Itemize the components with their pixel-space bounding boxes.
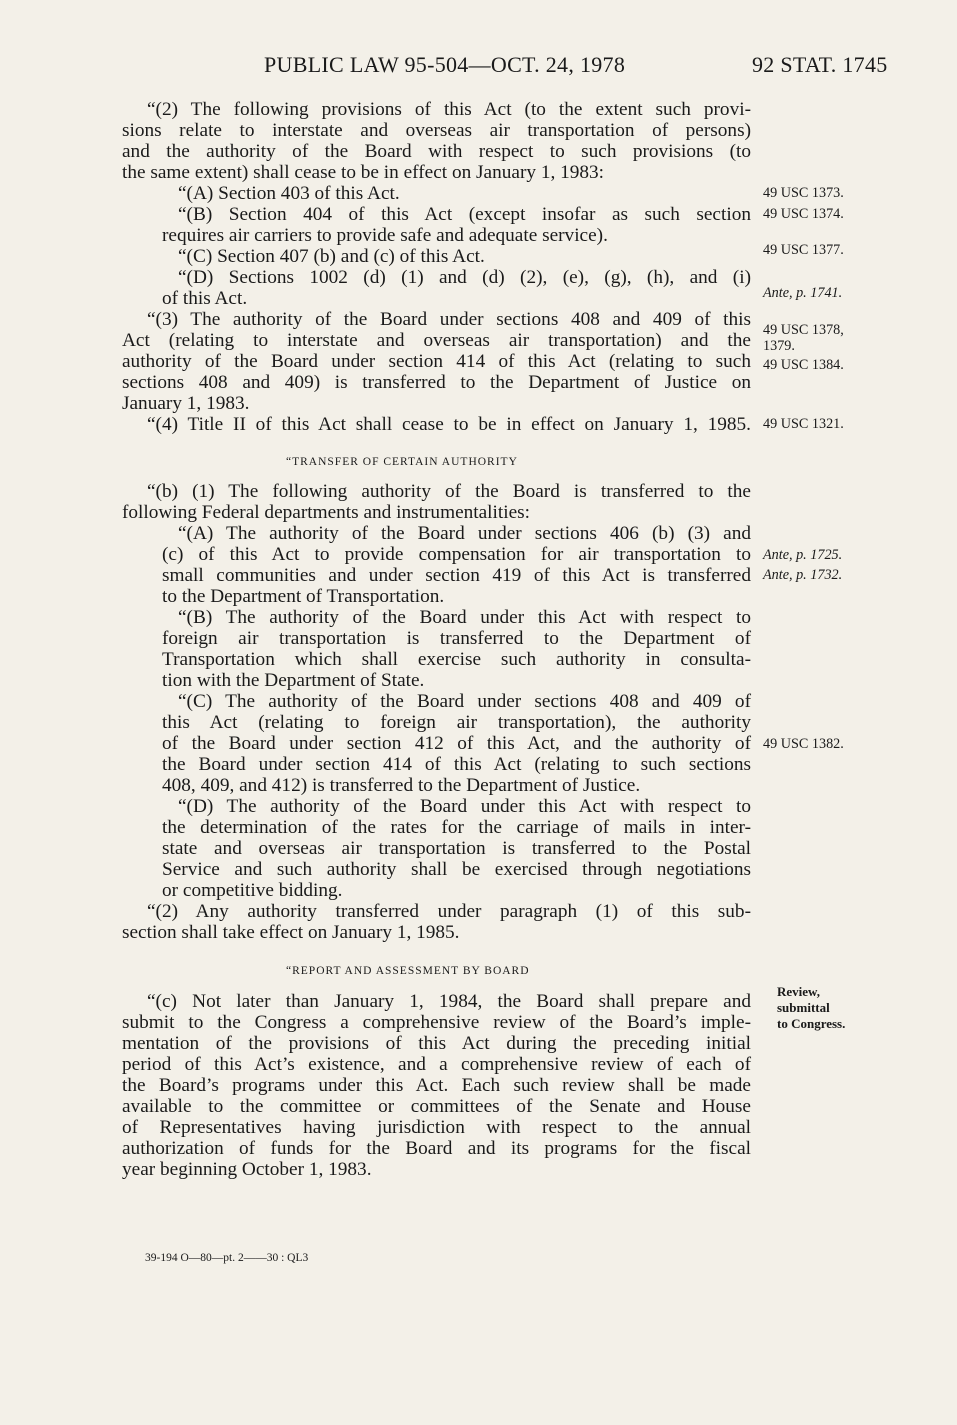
text-line: following Federal departments and instrumentalities: [122,502,531,523]
text-line: mentation of the provisions of this Act during the preceding initial [122,1033,751,1054]
margin-note: 49 USC 1321. [763,416,844,432]
text-line: 408, 409, and 412) is transferred to the Department of Justice. [162,775,641,796]
text-line: this Act (relating to foreign air transportation), the authority [162,712,751,733]
text-line: “(A) Section 403 of this Act. [178,183,400,204]
text-line: state and overseas air transportation is transferred to the Postal [162,838,751,859]
text-line: “(C) Section 407 (b) and (c) of this Act. [178,246,485,267]
text-line: “(B) The authority of the Board under this Act with respect to [178,607,751,628]
margin-note: 49 USC 1374. [763,206,844,222]
text-line: the determination of the rates for the carriage of mails in inter- [162,817,751,838]
text-line: of this Act. [162,288,248,309]
text-line: “(2) The following provisions of this Act (to the extent such provi- [147,99,751,120]
text-line: requires air carriers to provide safe and adequate service). [162,225,608,246]
text-line: period of this Act’s existence, and a comprehensive review of each of [122,1054,751,1075]
text-line: “(2) Any authority transferred under paragraph (1) of this sub- [147,901,751,922]
margin-note: submittal [777,1000,830,1015]
running-header-title: PUBLIC LAW 95-504—OCT. 24, 1978 [264,52,626,77]
text-line: Transportation which shall exercise such authority in consulta- [162,649,751,670]
text-line: tion with the Department of State. [162,670,425,691]
margin-note: 49 USC 1377. [763,242,844,258]
running-header-stat: 92 STAT. 1745 [752,52,888,77]
margin-note: 49 USC 1373. [763,185,844,201]
text-line: the same extent) shall cease to be in effect on January 1, 1983: [122,162,605,183]
text-line: “(C) The authority of the Board under sections 408 and 409 of [178,691,751,712]
text-line: (c) of this Act to provide compensation for air transportation to [162,544,751,565]
section-heading: “REPORT AND ASSESSMENT BY BOARD [286,965,530,977]
text-line: “(3) The authority of the Board under sections 408 and 409 of this [147,309,751,330]
margin-note: Review, [777,984,820,999]
text-line: “(b) (1) The following authority of the Board is transferred to the [147,481,751,502]
printer-code: 39-194 O—80—pt. 2——30 : QL3 [145,1252,309,1264]
text-line: “(A) The authority of the Board under sections 406 (b) (3) and [178,523,751,544]
margin-note: to Congress. [777,1016,846,1031]
margin-note: 49 USC 1378, [763,322,844,338]
text-line: “(D) Sections 1002 (d) (1) and (d) (2), (e), (g), (h), and (i) [178,267,751,288]
text-line: or competitive bidding. [162,880,343,901]
text-line: and the authority of the Board with respect to such provisions (to [122,141,751,162]
text-line: Act (relating to interstate and overseas air transportation) and the [122,330,751,351]
text-line: the Board under section 414 of this Act (relating to such sections [162,754,751,775]
text-line: small communities and under section 419 of this Act is transferred [162,565,751,586]
text-line: “(4) Title II of this Act shall cease to be in effect on January 1, 1985. [147,414,751,435]
text-line: sions relate to interstate and overseas air transportation of persons) [122,120,751,141]
text-line: Service and such authority shall be exercised through negotiations [162,859,751,880]
text-line: sections 408 and 409) is transferred to the Department of Justice on [122,372,751,393]
margin-note: 49 USC 1384. [763,357,844,373]
text-line: to the Department of Transportation. [162,586,445,607]
section-heading: “TRANSFER OF CERTAIN AUTHORITY [286,456,518,468]
text-line: “(c) Not later than January 1, 1984, the Board shall prepare and [147,991,751,1012]
text-line: the Board’s programs under this Act. Each such review shall be made [122,1075,751,1096]
text-line: available to the committee or committees of the Senate and House [122,1096,751,1117]
text-line: foreign air transportation is transferred to the Department of [162,628,751,649]
text-line: “(D) The authority of the Board under this Act with respect to [178,796,751,817]
text-line: section shall take effect on January 1, 1985. [122,922,460,943]
margin-note: Ante, p. 1725. [763,547,843,563]
text-line: of the Board under section 412 of this Act, and the authority of [162,733,751,754]
text-line: authorization of funds for the Board and its programs for the fiscal [122,1138,751,1159]
margin-note: 49 USC 1382. [763,736,844,752]
text-line: of Representatives having jurisdiction with respect to the annual [122,1117,751,1138]
margin-note: 1379. [763,338,795,354]
text-line: year beginning October 1, 1983. [122,1159,372,1180]
text-line: “(B) Section 404 of this Act (except insofar as such section [178,204,751,225]
text-line: authority of the Board under section 414 of this Act (relating to such [122,351,751,372]
margin-note: Ante, p. 1741. [763,285,843,301]
text-line: submit to the Congress a comprehensive review of the Board’s imple- [122,1012,751,1033]
text-line: January 1, 1983. [122,393,250,414]
margin-note: Ante, p. 1732. [763,567,843,583]
